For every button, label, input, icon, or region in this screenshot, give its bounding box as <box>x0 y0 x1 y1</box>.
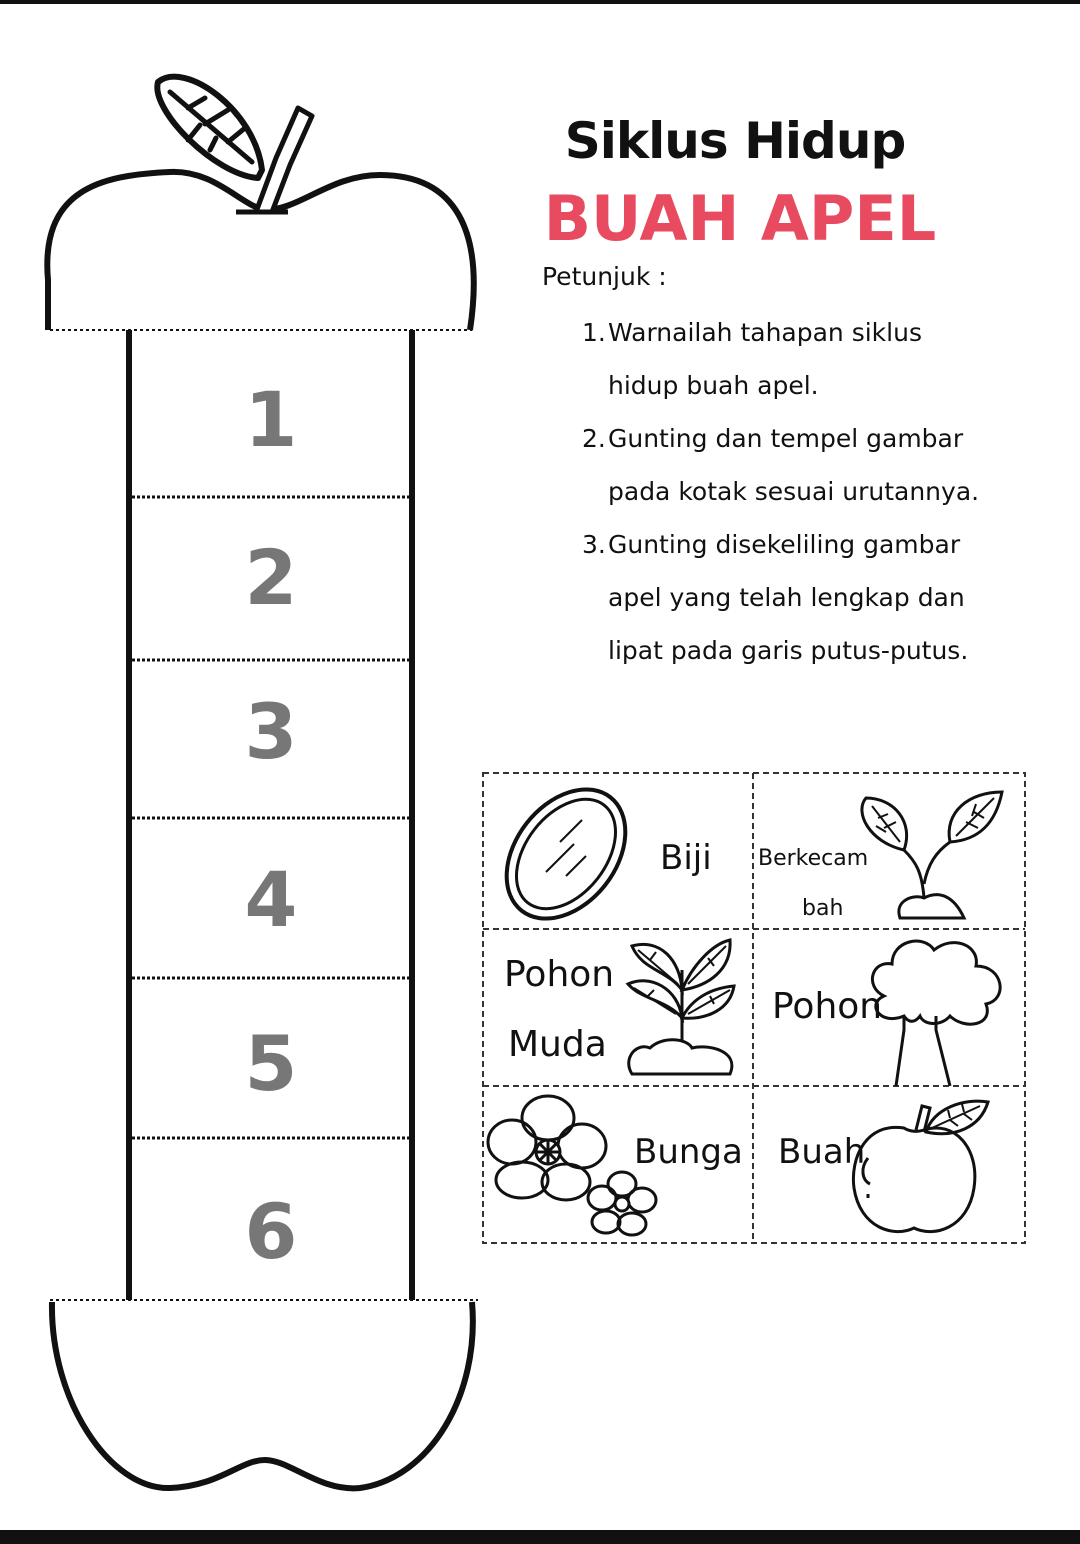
step-number-1: 1 <box>244 375 298 464</box>
card-sprout[interactable] <box>754 772 1024 928</box>
card-label: Pohon <box>772 986 883 1027</box>
step-number-2: 2 <box>244 533 298 622</box>
apple-bottom-outline <box>52 1302 473 1488</box>
page-subtitle: BUAH APEL <box>543 182 937 255</box>
card-label-line2: bah <box>802 896 844 921</box>
instructions-label: Petunjuk : <box>542 262 667 291</box>
card-label: Berkecam <box>758 846 869 871</box>
card-label: Biji <box>660 838 712 878</box>
instruction-item: 1. Warnailah tahapan siklus hidup buah apel. <box>582 318 922 400</box>
card-flower[interactable] <box>482 1088 752 1244</box>
card-label: Pohon <box>504 954 615 995</box>
card-label-line2: Muda <box>508 1024 607 1065</box>
card-fruit[interactable] <box>754 1088 1024 1244</box>
step-number-3: 3 <box>244 687 298 776</box>
instruction-item: 3. Gunting disekeliling gambar apel yang telah lengkap dan lipat pada garis putus-putus. <box>582 530 969 665</box>
card-young-tree[interactable] <box>482 930 752 1086</box>
instruction-item: 2. Gunting dan tempel gambar pada kotak sesuai urutannya. <box>582 424 980 506</box>
page-title: Siklus Hidup <box>564 112 906 170</box>
cutout-cards <box>482 772 1026 1244</box>
card-seed[interactable] <box>482 772 752 928</box>
bottom-border <box>0 1530 1080 1544</box>
step-number-5: 5 <box>244 1019 298 1108</box>
card-label: Buah <box>778 1132 866 1172</box>
card-label: Bunga <box>634 1132 743 1172</box>
step-number-6: 6 <box>244 1187 298 1276</box>
step-number-4: 4 <box>244 855 298 944</box>
instructions-list <box>560 306 1000 677</box>
card-tree[interactable] <box>754 930 1024 1086</box>
